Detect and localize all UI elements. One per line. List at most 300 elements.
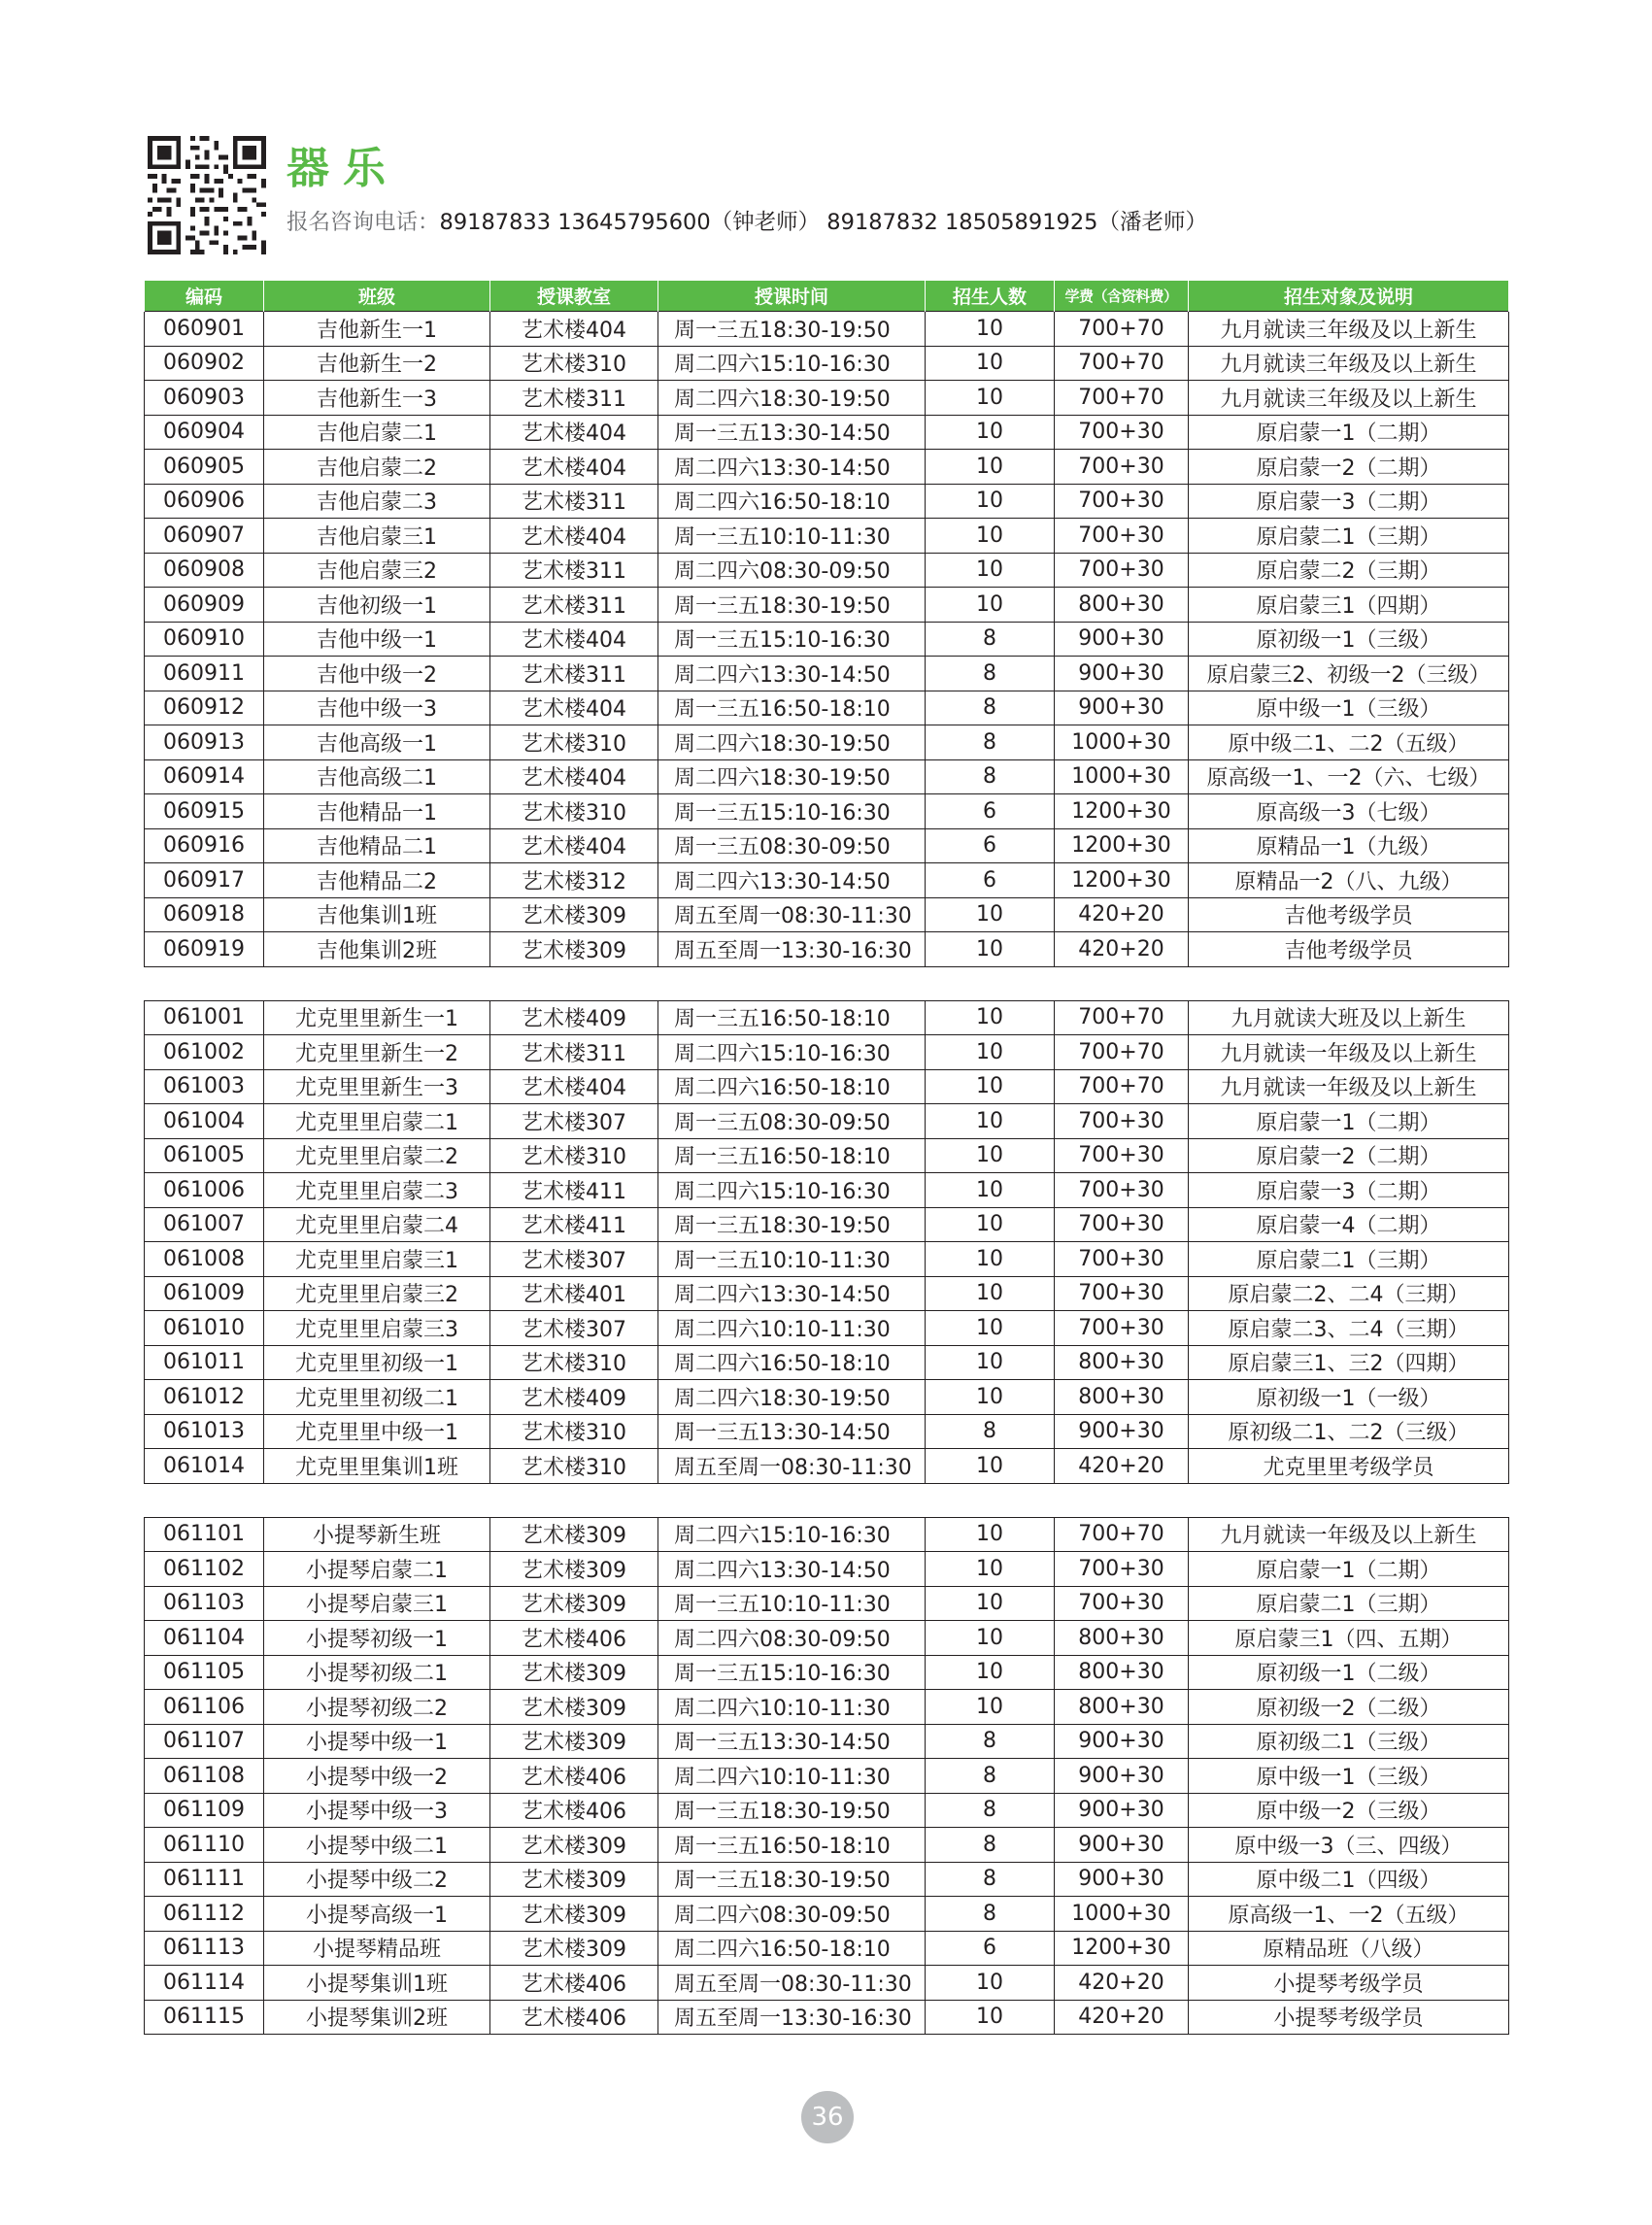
table-row — [145, 1966, 1509, 2001]
cell-fee: 700+30 — [1055, 1552, 1189, 1587]
table-row — [145, 1862, 1509, 1897]
cell-code: 060905 — [145, 450, 264, 485]
table-row — [145, 1586, 1509, 1621]
cell-room: 艺术楼307 — [490, 1104, 658, 1139]
table-header-row — [145, 281, 1509, 312]
table-row — [145, 1897, 1509, 1932]
column-header-fee: 学费（含资料费） — [1055, 281, 1189, 312]
cell-class: 吉他精品二1 — [264, 828, 490, 863]
cell-target: 吉他考级学员 — [1189, 897, 1509, 932]
cell-class: 小提琴启蒙三1 — [264, 1586, 490, 1621]
cell-target: 原初级二1、二2（三级） — [1189, 1414, 1509, 1449]
table-row — [145, 725, 1509, 760]
cell-class: 尤克里里启蒙二1 — [264, 1104, 490, 1139]
cell-room: 艺术楼404 — [490, 759, 658, 794]
table-row — [145, 484, 1509, 519]
cell-code: 061105 — [145, 1655, 264, 1690]
cell-code: 061001 — [145, 1000, 264, 1035]
table-row — [145, 1655, 1509, 1690]
cell-room: 艺术楼411 — [490, 1207, 658, 1242]
cell-code: 060901 — [145, 312, 264, 347]
cell-code: 060906 — [145, 484, 264, 519]
cell-code: 060915 — [145, 794, 264, 829]
cell-code: 060903 — [145, 381, 264, 416]
cell-class: 尤克里里启蒙三2 — [264, 1276, 490, 1311]
cell-capacity: 10 — [926, 1173, 1055, 1208]
cell-target: 原启蒙一4（二期） — [1189, 1207, 1509, 1242]
cell-fee: 700+30 — [1055, 484, 1189, 519]
cell-class: 吉他启蒙二3 — [264, 484, 490, 519]
cell-capacity: 10 — [926, 553, 1055, 588]
table-row — [145, 1276, 1509, 1311]
cell-class: 吉他新生一2 — [264, 346, 490, 381]
column-header-time: 授课时间 — [658, 281, 926, 312]
cell-class: 小提琴高级一1 — [264, 1897, 490, 1932]
cell-capacity: 10 — [926, 519, 1055, 554]
cell-capacity: 10 — [926, 346, 1055, 381]
cell-class: 吉他集训2班 — [264, 932, 490, 967]
cell-code: 061005 — [145, 1138, 264, 1173]
cell-code: 061003 — [145, 1069, 264, 1104]
cell-code: 060907 — [145, 519, 264, 554]
cell-target: 九月就读三年级及以上新生 — [1189, 312, 1509, 347]
cell-room: 艺术楼309 — [490, 932, 658, 967]
separator-cell — [145, 1483, 1509, 1517]
cell-class: 吉他新生一1 — [264, 312, 490, 347]
cell-code: 060911 — [145, 657, 264, 691]
cell-class: 小提琴中级一3 — [264, 1793, 490, 1828]
cell-capacity: 10 — [926, 484, 1055, 519]
cell-class: 小提琴中级二2 — [264, 1862, 490, 1897]
cell-class: 小提琴初级一1 — [264, 1621, 490, 1656]
cell-time: 周一三五15:10-16:30 — [658, 622, 926, 657]
cell-target: 原中级一3（三、四级） — [1189, 1828, 1509, 1863]
cell-target: 原中级一1（三级） — [1189, 1759, 1509, 1794]
table-row — [145, 1138, 1509, 1173]
cell-code: 061007 — [145, 1207, 264, 1242]
cell-target: 九月就读一年级及以上新生 — [1189, 1035, 1509, 1070]
table-row — [145, 932, 1509, 967]
cell-fee: 700+30 — [1055, 1276, 1189, 1311]
cell-target: 原中级二1（四级） — [1189, 1862, 1509, 1897]
table-row — [145, 622, 1509, 657]
cell-time: 周二四六13:30-14:50 — [658, 1276, 926, 1311]
cell-target: 原初级一1（三级） — [1189, 622, 1509, 657]
cell-target: 原启蒙二1（三期） — [1189, 1242, 1509, 1277]
cell-time: 周五至周一08:30-11:30 — [658, 1966, 926, 2001]
cell-capacity: 10 — [926, 1552, 1055, 1587]
cell-capacity: 8 — [926, 759, 1055, 794]
table-row — [145, 588, 1509, 623]
cell-fee: 700+30 — [1055, 553, 1189, 588]
cell-room: 艺术楼404 — [490, 312, 658, 347]
cell-fee: 700+70 — [1055, 346, 1189, 381]
cell-class: 尤克里里启蒙二4 — [264, 1207, 490, 1242]
cell-fee: 900+30 — [1055, 657, 1189, 691]
cell-fee: 700+70 — [1055, 1069, 1189, 1104]
table-row — [145, 1311, 1509, 1346]
cell-fee: 700+30 — [1055, 1586, 1189, 1621]
cell-target: 原初级一2（二级） — [1189, 1690, 1509, 1725]
cell-class: 吉他精品二2 — [264, 863, 490, 898]
cell-room: 艺术楼312 — [490, 863, 658, 898]
cell-fee: 700+30 — [1055, 450, 1189, 485]
table-row — [145, 553, 1509, 588]
cell-capacity: 10 — [926, 1242, 1055, 1277]
page-number: 36 — [801, 2091, 854, 2143]
cell-capacity: 10 — [926, 1655, 1055, 1690]
cell-room: 艺术楼309 — [490, 1724, 658, 1759]
table-row — [145, 381, 1509, 416]
cell-fee: 900+30 — [1055, 1828, 1189, 1863]
cell-class: 尤克里里新生一3 — [264, 1069, 490, 1104]
cell-class: 小提琴中级一2 — [264, 1759, 490, 1794]
cell-code: 060910 — [145, 622, 264, 657]
table-row — [145, 312, 1509, 347]
cell-capacity: 10 — [926, 1207, 1055, 1242]
cell-time: 周五至周一13:30-16:30 — [658, 2000, 926, 2035]
group-separator — [145, 966, 1509, 1000]
cell-target: 原中级一1（三级） — [1189, 691, 1509, 725]
cell-capacity: 10 — [926, 897, 1055, 932]
cell-target: 原启蒙三1（四、五期） — [1189, 1621, 1509, 1656]
cell-room: 艺术楼404 — [490, 450, 658, 485]
cell-fee: 700+30 — [1055, 519, 1189, 554]
cell-time: 周二四六16:50-18:10 — [658, 1345, 926, 1380]
cell-room: 艺术楼406 — [490, 1793, 658, 1828]
cell-room: 艺术楼310 — [490, 1138, 658, 1173]
cell-fee: 900+30 — [1055, 1759, 1189, 1794]
table-row — [145, 897, 1509, 932]
cell-capacity: 8 — [926, 725, 1055, 760]
cell-time: 周一三五10:10-11:30 — [658, 519, 926, 554]
cell-fee: 700+30 — [1055, 1242, 1189, 1277]
cell-capacity: 10 — [926, 1276, 1055, 1311]
table-row — [145, 1828, 1509, 1863]
cell-code: 061110 — [145, 1828, 264, 1863]
table-row — [145, 1724, 1509, 1759]
cell-time: 周二四六18:30-19:50 — [658, 1380, 926, 1415]
cell-capacity: 10 — [926, 415, 1055, 450]
cell-code: 060909 — [145, 588, 264, 623]
cell-fee: 420+20 — [1055, 2000, 1189, 2035]
cell-class: 吉他中级一2 — [264, 657, 490, 691]
cell-target: 原高级一3（七级） — [1189, 794, 1509, 829]
cell-code: 061109 — [145, 1793, 264, 1828]
cell-target: 原启蒙三1、三2（四期） — [1189, 1345, 1509, 1380]
cell-time: 周二四六13:30-14:50 — [658, 863, 926, 898]
cell-time: 周二四六10:10-11:30 — [658, 1311, 926, 1346]
cell-time: 周一三五13:30-14:50 — [658, 1414, 926, 1449]
cell-time: 周一三五13:30-14:50 — [658, 415, 926, 450]
table-row — [145, 1380, 1509, 1415]
cell-target: 原启蒙二3、二4（三期） — [1189, 1311, 1509, 1346]
course-table — [144, 280, 1509, 2035]
cell-capacity: 10 — [926, 932, 1055, 967]
cell-time: 周一三五13:30-14:50 — [658, 1724, 926, 1759]
cell-fee: 700+30 — [1055, 415, 1189, 450]
cell-target: 九月就读一年级及以上新生 — [1189, 1069, 1509, 1104]
cell-time: 周二四六13:30-14:50 — [658, 1552, 926, 1587]
cell-time: 周二四六08:30-09:50 — [658, 1621, 926, 1656]
table-row — [145, 1552, 1509, 1587]
cell-room: 艺术楼406 — [490, 1966, 658, 2001]
cell-code: 060914 — [145, 759, 264, 794]
cell-capacity: 10 — [926, 1380, 1055, 1415]
cell-capacity: 10 — [926, 1586, 1055, 1621]
cell-time: 周二四六10:10-11:30 — [658, 1759, 926, 1794]
cell-code: 061111 — [145, 1862, 264, 1897]
cell-fee: 1000+30 — [1055, 725, 1189, 760]
cell-time: 周二四六10:10-11:30 — [658, 1690, 926, 1725]
cell-room: 艺术楼310 — [490, 1449, 658, 1484]
cell-target: 小提琴考级学员 — [1189, 1966, 1509, 2001]
table-row — [145, 691, 1509, 725]
cell-code: 061013 — [145, 1414, 264, 1449]
cell-fee: 800+30 — [1055, 1655, 1189, 1690]
cell-capacity: 10 — [926, 1311, 1055, 1346]
cell-class: 吉他初级一1 — [264, 588, 490, 623]
cell-class: 吉他启蒙二1 — [264, 415, 490, 450]
cell-class: 尤克里里初级二1 — [264, 1380, 490, 1415]
cell-time: 周二四六18:30-19:50 — [658, 725, 926, 760]
cell-code: 061108 — [145, 1759, 264, 1794]
table-row — [145, 1793, 1509, 1828]
cell-capacity: 10 — [926, 1035, 1055, 1070]
table-row — [145, 415, 1509, 450]
cell-target: 吉他考级学员 — [1189, 932, 1509, 967]
cell-code: 060916 — [145, 828, 264, 863]
cell-room: 艺术楼310 — [490, 794, 658, 829]
cell-class: 小提琴集训2班 — [264, 2000, 490, 2035]
cell-time: 周一三五15:10-16:30 — [658, 1655, 926, 1690]
cell-fee: 420+20 — [1055, 932, 1189, 967]
cell-target: 原启蒙一3（二期） — [1189, 484, 1509, 519]
cell-capacity: 6 — [926, 863, 1055, 898]
cell-time: 周二四六13:30-14:50 — [658, 450, 926, 485]
cell-code: 061115 — [145, 2000, 264, 2035]
cell-class: 吉他新生一3 — [264, 381, 490, 416]
cell-capacity: 6 — [926, 828, 1055, 863]
cell-class: 尤克里里新生一1 — [264, 1000, 490, 1035]
cell-room: 艺术楼310 — [490, 1345, 658, 1380]
cell-room: 艺术楼309 — [490, 1552, 658, 1587]
separator-cell — [145, 966, 1509, 1000]
cell-time: 周二四六15:10-16:30 — [658, 1173, 926, 1208]
cell-capacity: 8 — [926, 1724, 1055, 1759]
cell-code: 061006 — [145, 1173, 264, 1208]
cell-room: 艺术楼309 — [490, 1828, 658, 1863]
cell-code: 061010 — [145, 1311, 264, 1346]
cell-target: 原启蒙三2、初级一2（三级） — [1189, 657, 1509, 691]
contact-phones: 89187833 13645795600（钟老师） 89187832 18505891925（潘老师） — [439, 210, 1207, 235]
cell-capacity: 10 — [926, 1966, 1055, 2001]
cell-fee: 900+30 — [1055, 1862, 1189, 1897]
table-row — [145, 346, 1509, 381]
cell-class: 小提琴精品班 — [264, 1931, 490, 1966]
cell-code: 061103 — [145, 1586, 264, 1621]
cell-code: 060902 — [145, 346, 264, 381]
table-row — [145, 1345, 1509, 1380]
cell-fee: 420+20 — [1055, 897, 1189, 932]
cell-target: 尤克里里考级学员 — [1189, 1449, 1509, 1484]
cell-capacity: 8 — [926, 1828, 1055, 1863]
cell-fee: 700+30 — [1055, 1138, 1189, 1173]
table-body — [145, 312, 1509, 2035]
table-row — [145, 450, 1509, 485]
cell-fee: 700+30 — [1055, 1173, 1189, 1208]
cell-room: 艺术楼309 — [490, 1517, 658, 1552]
cell-target: 原精品班（八级） — [1189, 1931, 1509, 1966]
cell-capacity: 10 — [926, 588, 1055, 623]
cell-room: 艺术楼311 — [490, 553, 658, 588]
cell-fee: 1200+30 — [1055, 794, 1189, 829]
cell-time: 周一三五10:10-11:30 — [658, 1242, 926, 1277]
table-row — [145, 1449, 1509, 1484]
cell-fee: 700+70 — [1055, 381, 1189, 416]
cell-class: 尤克里里启蒙二3 — [264, 1173, 490, 1208]
cell-class: 尤克里里新生一2 — [264, 1035, 490, 1070]
column-header-target: 招生对象及说明 — [1189, 281, 1509, 312]
cell-room: 艺术楼404 — [490, 622, 658, 657]
cell-time: 周二四六16:50-18:10 — [658, 1931, 926, 1966]
cell-room: 艺术楼311 — [490, 1035, 658, 1070]
table-row — [145, 1759, 1509, 1794]
cell-capacity: 8 — [926, 1793, 1055, 1828]
column-header-capacity: 招生人数 — [926, 281, 1055, 312]
cell-fee: 800+30 — [1055, 1621, 1189, 1656]
cell-code: 061106 — [145, 1690, 264, 1725]
cell-capacity: 8 — [926, 1759, 1055, 1794]
cell-target: 原启蒙二1（三期） — [1189, 1586, 1509, 1621]
cell-room: 艺术楼310 — [490, 346, 658, 381]
table-row — [145, 1207, 1509, 1242]
cell-capacity: 10 — [926, 2000, 1055, 2035]
cell-code: 060918 — [145, 897, 264, 932]
cell-room: 艺术楼309 — [490, 1862, 658, 1897]
cell-room: 艺术楼401 — [490, 1276, 658, 1311]
cell-room: 艺术楼411 — [490, 1173, 658, 1208]
cell-room: 艺术楼404 — [490, 1069, 658, 1104]
cell-capacity: 8 — [926, 657, 1055, 691]
cell-fee: 700+30 — [1055, 1207, 1189, 1242]
cell-fee: 1000+30 — [1055, 1897, 1189, 1932]
cell-target: 原高级一1、一2（五级） — [1189, 1897, 1509, 1932]
contact-info — [287, 212, 1207, 234]
cell-fee: 900+30 — [1055, 691, 1189, 725]
cell-class: 小提琴新生班 — [264, 1517, 490, 1552]
table-row — [145, 1414, 1509, 1449]
cell-room: 艺术楼309 — [490, 1931, 658, 1966]
cell-code: 061012 — [145, 1380, 264, 1415]
cell-room: 艺术楼309 — [490, 1586, 658, 1621]
cell-code: 061113 — [145, 1931, 264, 1966]
cell-fee: 900+30 — [1055, 1414, 1189, 1449]
cell-class: 吉他中级一3 — [264, 691, 490, 725]
cell-class: 尤克里里中级一1 — [264, 1414, 490, 1449]
cell-target: 九月就读三年级及以上新生 — [1189, 346, 1509, 381]
cell-class: 小提琴集训1班 — [264, 1966, 490, 2001]
cell-class: 小提琴启蒙二1 — [264, 1552, 490, 1587]
cell-code: 061002 — [145, 1035, 264, 1070]
cell-code: 060913 — [145, 725, 264, 760]
cell-room: 艺术楼307 — [490, 1242, 658, 1277]
cell-class: 吉他高级一1 — [264, 725, 490, 760]
cell-fee: 1200+30 — [1055, 828, 1189, 863]
cell-target: 原中级二1、二2（五级） — [1189, 725, 1509, 760]
table-row — [145, 657, 1509, 691]
cell-time: 周五至周一08:30-11:30 — [658, 1449, 926, 1484]
cell-code: 060904 — [145, 415, 264, 450]
cell-room: 艺术楼311 — [490, 484, 658, 519]
cell-code: 060908 — [145, 553, 264, 588]
cell-time: 周二四六13:30-14:50 — [658, 657, 926, 691]
cell-time: 周二四六18:30-19:50 — [658, 759, 926, 794]
cell-room: 艺术楼309 — [490, 1655, 658, 1690]
cell-target: 原精品一1（九级） — [1189, 828, 1509, 863]
cell-fee: 700+70 — [1055, 1517, 1189, 1552]
table-row — [145, 519, 1509, 554]
cell-fee: 900+30 — [1055, 622, 1189, 657]
table-row — [145, 1517, 1509, 1552]
table-row — [145, 1621, 1509, 1656]
cell-time: 周一三五16:50-18:10 — [658, 1000, 926, 1035]
cell-target: 九月就读三年级及以上新生 — [1189, 381, 1509, 416]
cell-time: 周一三五08:30-09:50 — [658, 828, 926, 863]
cell-target: 原初级一1（二级） — [1189, 1655, 1509, 1690]
cell-capacity: 10 — [926, 312, 1055, 347]
cell-capacity: 10 — [926, 1690, 1055, 1725]
table-row — [145, 1173, 1509, 1208]
cell-capacity: 10 — [926, 381, 1055, 416]
cell-fee: 800+30 — [1055, 588, 1189, 623]
cell-time: 周二四六16:50-18:10 — [658, 484, 926, 519]
cell-code: 061004 — [145, 1104, 264, 1139]
cell-room: 艺术楼311 — [490, 588, 658, 623]
cell-target: 原高级一1、一2（六、七级） — [1189, 759, 1509, 794]
table-row — [145, 1000, 1509, 1035]
cell-time: 周二四六15:10-16:30 — [658, 1035, 926, 1070]
cell-class: 吉他启蒙三1 — [264, 519, 490, 554]
cell-capacity: 8 — [926, 1862, 1055, 1897]
cell-room: 艺术楼310 — [490, 1414, 658, 1449]
cell-fee: 420+20 — [1055, 1966, 1189, 2001]
cell-capacity: 10 — [926, 1517, 1055, 1552]
cell-class: 吉他启蒙三2 — [264, 553, 490, 588]
cell-capacity: 8 — [926, 1897, 1055, 1932]
cell-capacity: 10 — [926, 1449, 1055, 1484]
cell-room: 艺术楼406 — [490, 2000, 658, 2035]
table-row — [145, 794, 1509, 829]
cell-class: 吉他高级二1 — [264, 759, 490, 794]
cell-time: 周一三五18:30-19:50 — [658, 588, 926, 623]
cell-time: 周二四六18:30-19:50 — [658, 381, 926, 416]
cell-code: 060917 — [145, 863, 264, 898]
cell-room: 艺术楼309 — [490, 1690, 658, 1725]
cell-capacity: 8 — [926, 622, 1055, 657]
cell-target: 原初级二1（三级） — [1189, 1724, 1509, 1759]
cell-room: 艺术楼409 — [490, 1380, 658, 1415]
table-row — [145, 1242, 1509, 1277]
cell-time: 周一三五18:30-19:50 — [658, 312, 926, 347]
cell-time: 周二四六15:10-16:30 — [658, 346, 926, 381]
cell-target: 原启蒙三1（四期） — [1189, 588, 1509, 623]
cell-class: 小提琴初级二1 — [264, 1655, 490, 1690]
cell-target: 原启蒙二2、二4（三期） — [1189, 1276, 1509, 1311]
cell-capacity: 10 — [926, 1104, 1055, 1139]
cell-room: 艺术楼404 — [490, 415, 658, 450]
cell-code: 061102 — [145, 1552, 264, 1587]
